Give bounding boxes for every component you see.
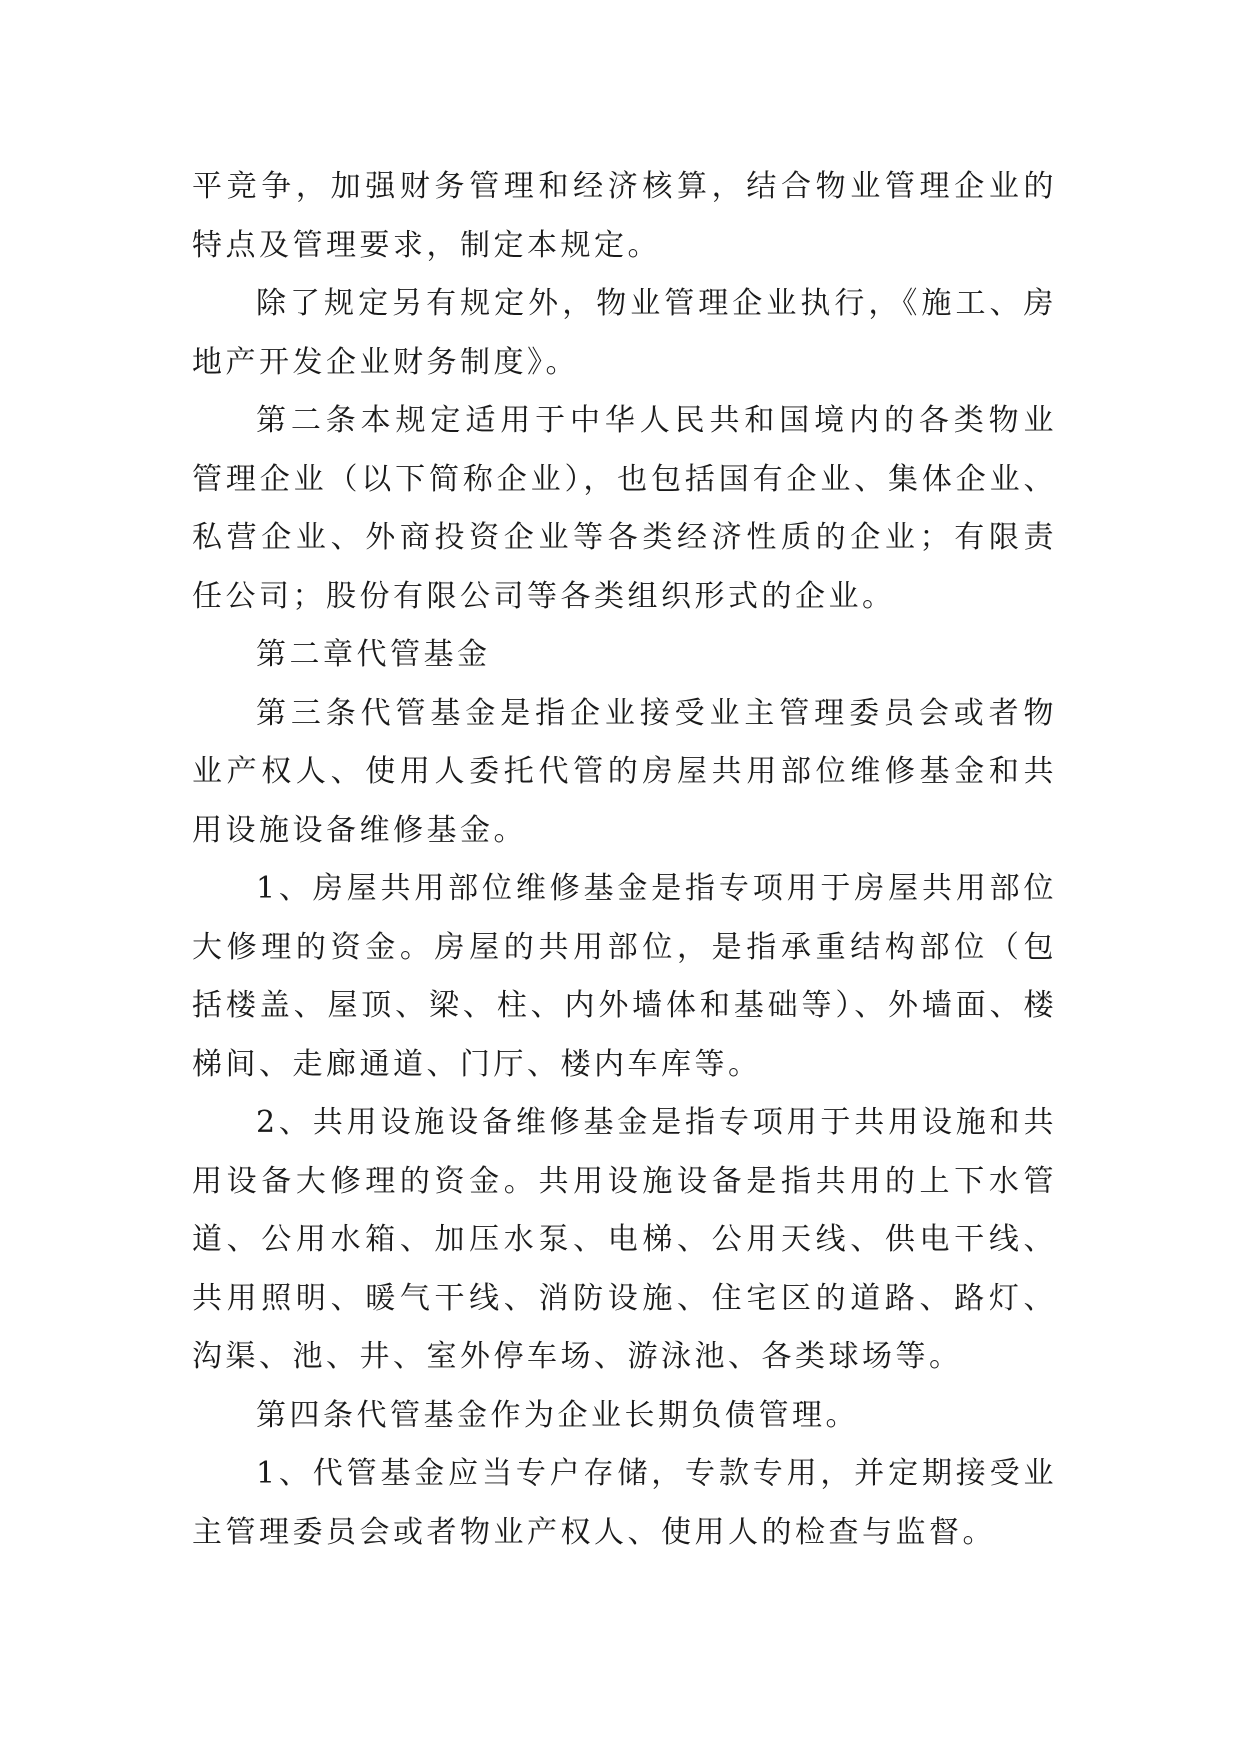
paragraph-article-4: 第四条代管基金作为企业长期负债管理。 — [256, 1397, 859, 1433]
paragraph-item-1: 1、房屋共用部位维修基金是指专项用于房屋共用部位大修理的资金。房屋的共用部位，是指承重结构部位（包括楼盖、屋顶、梁、柱、内外墙体和基础等）、外墙面、楼梯间、走廊通道、门厅、楼内车库等。 — [192, 871, 1057, 1082]
document-body — [192, 158, 1057, 1562]
paragraph-1: 平竞争，加强财务管理和经济核算，结合物业管理企业的特点及管理要求，制定本规定。 — [192, 169, 1057, 263]
paragraph-article-2: 第二条本规定适用于中华人民共和国境内的各类物业管理企业（以下简称企业），也包括国有企业、集体企业、私营企业、外商投资企业等各类经济性质的企业；有限责任公司；股份有限公司等各类组织形式的企业。 — [192, 403, 1057, 614]
paragraph-item-2: 2、共用设施设备维修基金是指专项用于共用设施和共用设备大修理的资金。共用设施设备是指共用的上下水管道、公用水箱、加压水泵、电梯、公用天线、供电干线、共用照明、暖气干线、消防设施、住宅区的道路、路灯、沟渠、池、井、室外停车场、游泳池、各类球场等。 — [192, 1105, 1057, 1374]
paragraph-article-3: 第三条代管基金是指企业接受业主管理委员会或者物业产权人、使用人委托代管的房屋共用部位维修基金和共用设施设备维修基金。 — [192, 695, 1057, 848]
chapter-heading: 第二章代管基金 — [256, 637, 491, 672]
paragraph-2: 除了规定另有规定外，物业管理企业执行，《施工、房地产开发企业财务制度》。 — [192, 286, 1057, 380]
paragraph-article-4-item-1: 1、代管基金应当专户存储，专款专用，并定期接受业主管理委员会或者物业产权人、使用人的检查与监督。 — [192, 1456, 1057, 1550]
